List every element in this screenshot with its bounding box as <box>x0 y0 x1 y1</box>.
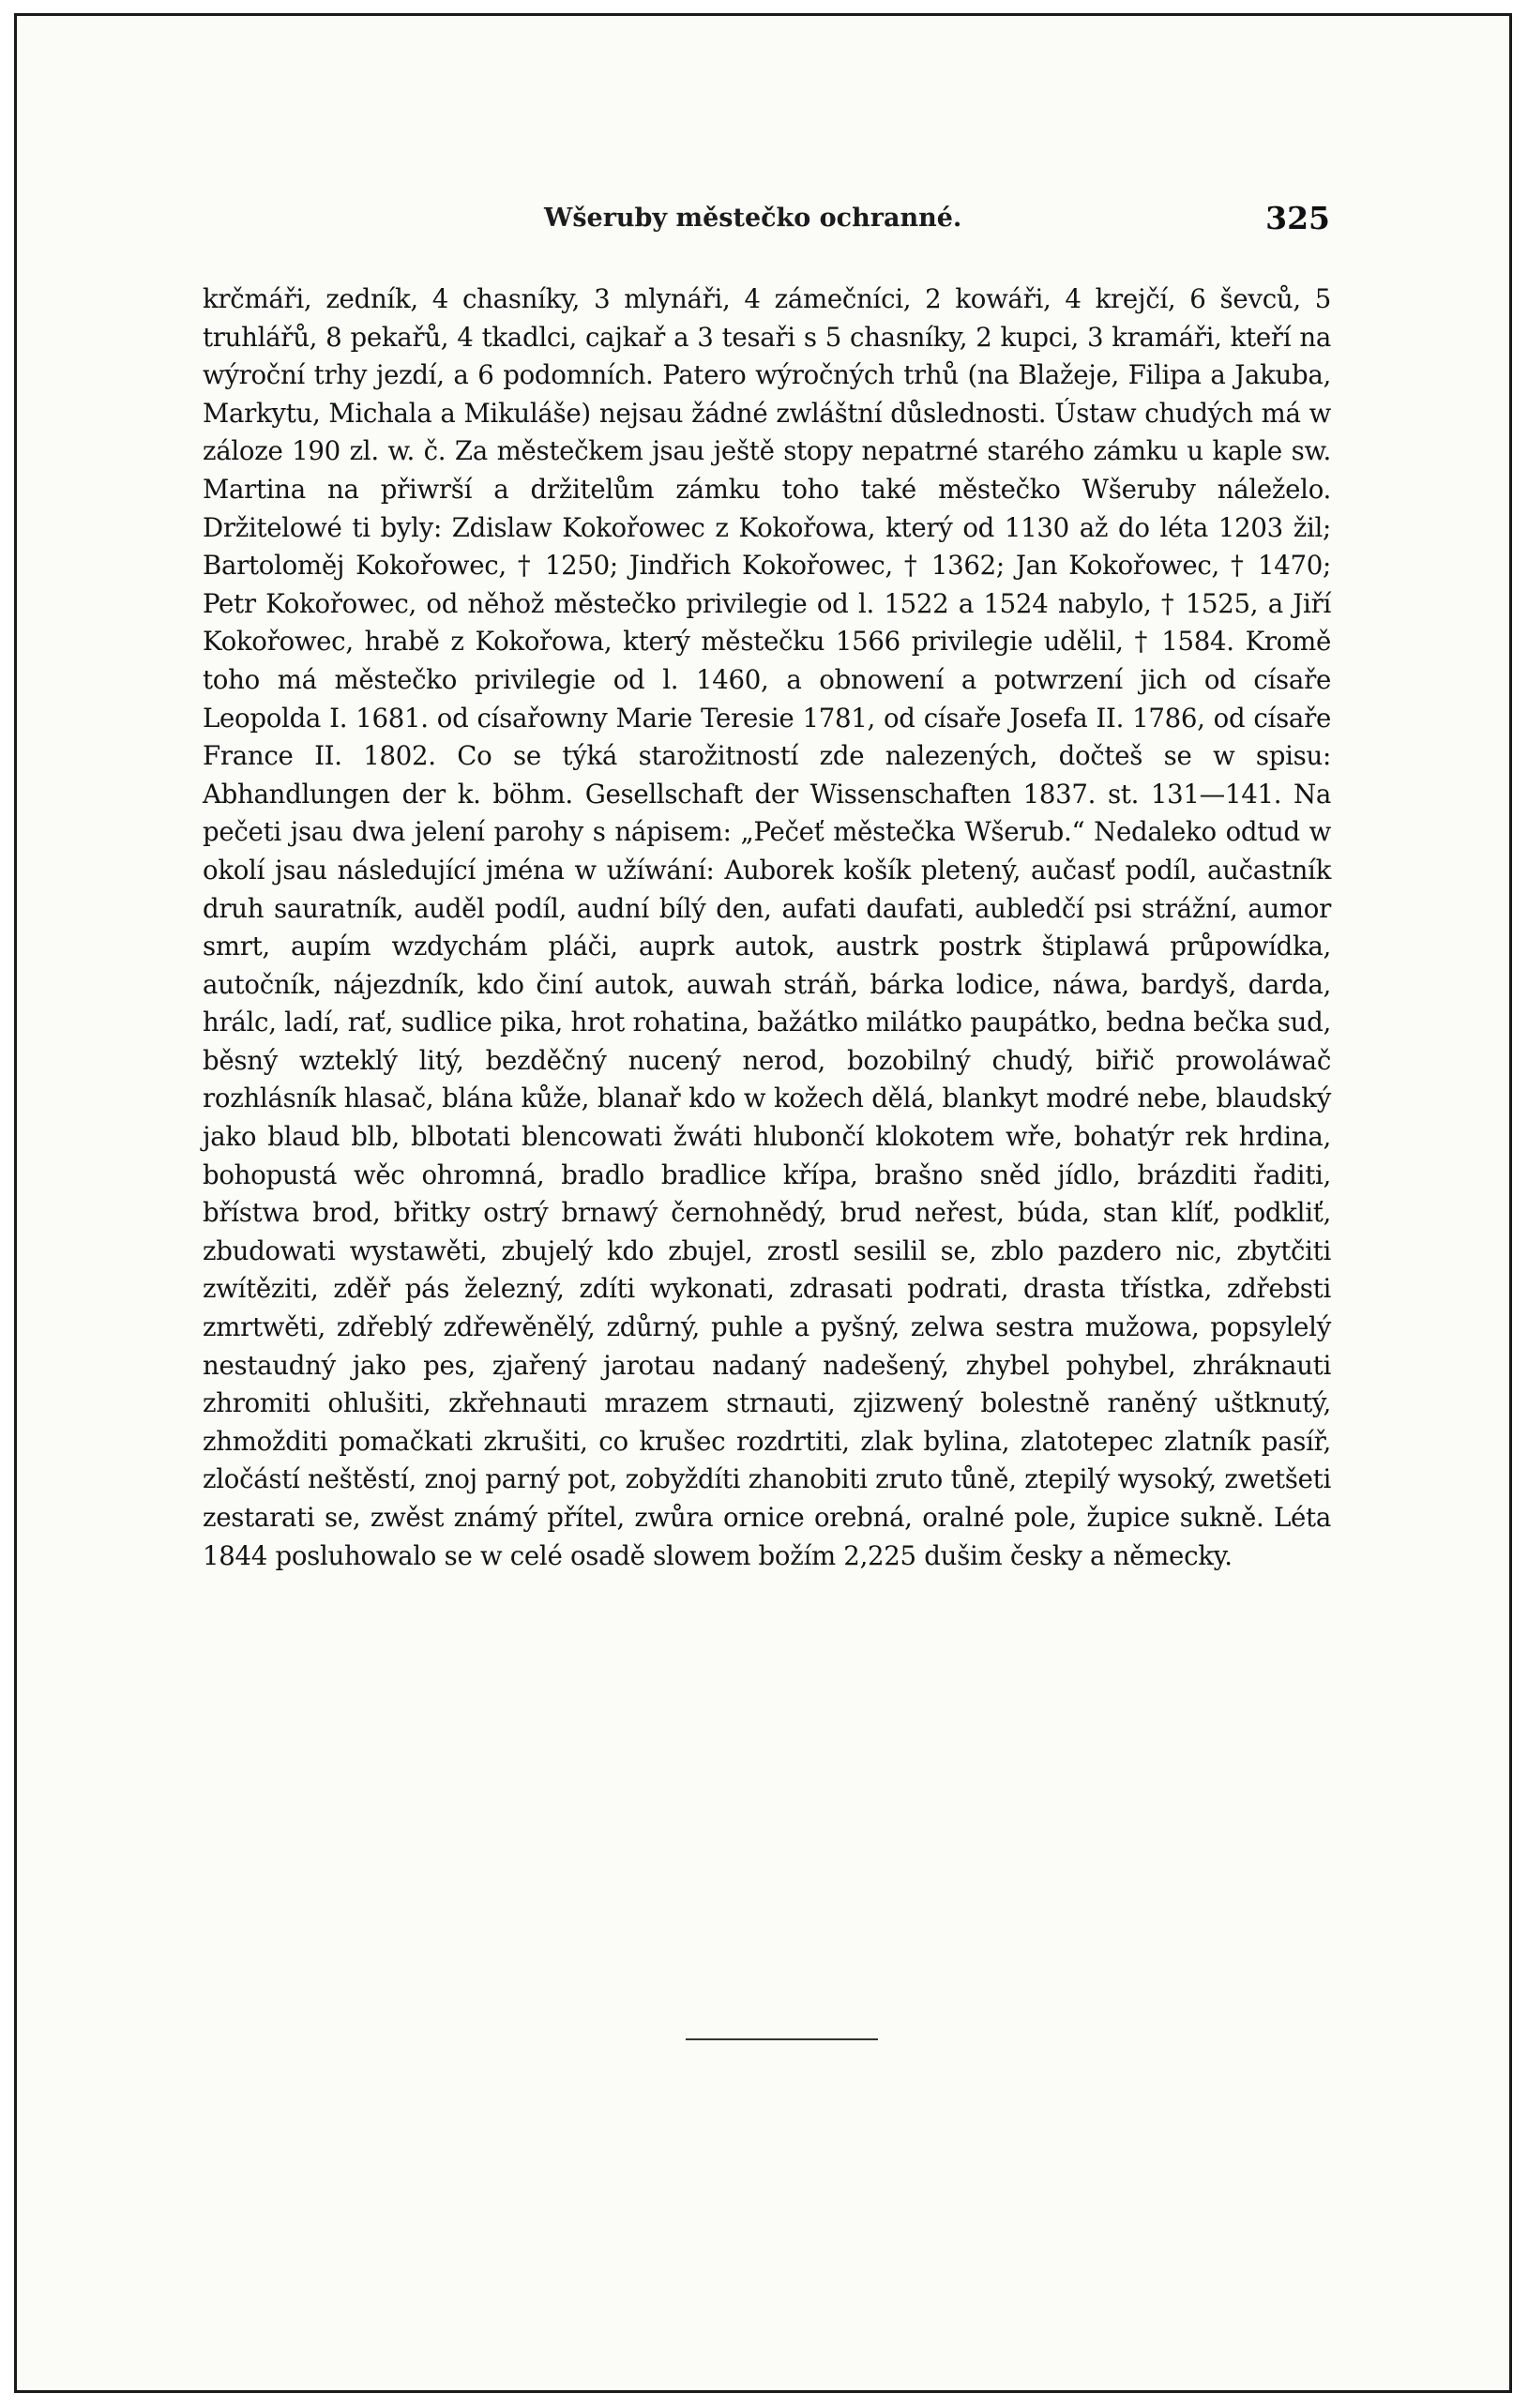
page-number: 325 <box>1265 200 1330 236</box>
body-paragraph: krčmáři, zedník, 4 chasníky, 3 mlynáři, 4 zámečníci, 2 kowáři, 4 krejčí, 6 ševců, 5 truhlářů, 8 pekařů, 4 tkadlci, cajkař a 3 tesaři s 5 chasníky, 2 kupci, 3 kramáři, kteří na wýroční trhy jezdí, a 6 podomních. Patero wýročných trhů (na Blažeje, Filipa a Jakuba, Markytu, Michala a Mikuláše) nejsau žádné zwláštní důslednosti. Ústaw chudých má w záloze 190 zl. w. č. Za městečkem jsau ještě stopy nepatrné starého zámku u kaple sw. Martina na přiwrší a držitelům zámku toho také městečko Wšeruby náleželo. Držitelowé ti byly: Zdislaw Kokořowec z Kokořowa, který od 1130 až do léta 1203 žil; Bartoloměj Kokořowec, † 1250; Jindřich Kokořowec, † 1362; Jan Kokořowec, † 1470; Petr Kokořowec, od něhož městečko privilegie od l. 1522 a 1524 nabylo, † 1525, a Jiří Kokořowec, hrabě z Kokořowa, který městečku 1566 privilegie udělil, † 1584. Kromě toho má městečko privilegie od l. 1460, a obnowení a potwrzení jich od císaře Leopolda I. 1681. od císařowny Marie Teresie 1781, od císaře Josefa II. 1786, od císaře France II. 1802. Co se týká starožitností zde nalezených, dočteš se w spisu: Abhandlungen der k. böhm. Gesellschaft der Wissenschaften 1837. st. 131—141. Na pečeti jsau dwa jelení parohy s nápisem: „Pečeť městečka Wšerub.“ Nedaleko odtud w okolí jsau následující jména w užíwání: Auborek košík pletený, aučasť podíl, aučastník druh sauratník, auděl podíl, audní bílý den, aufati daufati, aubledčí psi strážní, aumor smrt, aupím wzdychám pláči, auprk autok, austrk postrk štiplawá průpowídka, autočník, nájezdník, kdo činí autok, auwah stráň, bárka lodice, náwa, bardyš, darda, hrálc, ladí, rať, sudlice pika, hrot rohatina, bažátko milátko paupátko, bedna bečka sud, běsný wzteklý litý, bezděčný nucený nerod, bozobilný chudý, biřič prowoláwač rozhlásník hlasač, blána kůže, blanař kdo w kožech dělá, blankyt modré nebe, blaudský jako blaud blb, blbotati blencowati žwáti hlubončí klokotem wře, bohatýr rek hrdina, bohopustá wěc ohromná, bradlo bradlice křípa, brašno sněd jídlo, brázditi řaditi, břístwa brod, břitky ostrý brnawý černohnědý, brud neřest, búda, stan klíť, podkliť, zbudowati wystawěti, zbujelý kdo zbujel, zrostl sesilil se, zblo pazdero nic, zbytčiti zwítěziti, zděř pás železný, zdíti wykonati, zdrasati podrati, drasta třístka, zdřebsti zmrtwěti, zdřeblý zdřewěnělý, zdůrný, puhle a pyšný, zelwa sestra mužowa, popsylelý nestaudný jako pes, zjařený jarotau nadaný nadešený, zhybel pohybel, zhráknauti zhromiti ohlušiti, zkřehnauti mrazem strnauti, zjizwený bolestně raněný uštknutý, zhmožditi pomačkati zkrušiti, co krušec rozdrtiti, zlak bylina, zlatotepec zlatník pasíř, zločástí neštěstí, znoj parný pot, zobyždíti zhanobiti zruto tůně, ztepilý wysoký, zwetšeti zestarati se, zwěst známý přítel, zwůra ornice orebná, oralné pole, župice sukně. Léta 1844 posluhowalo se w celé osadě slowem božím 2,225 dušim česky a německy. <box>203 283 1331 1571</box>
page-header <box>204 200 1330 245</box>
book-page <box>14 13 1512 2393</box>
body-text <box>203 280 1331 1575</box>
end-rule <box>686 2038 878 2040</box>
running-title: Wšeruby městečko ochranné. <box>544 204 962 233</box>
